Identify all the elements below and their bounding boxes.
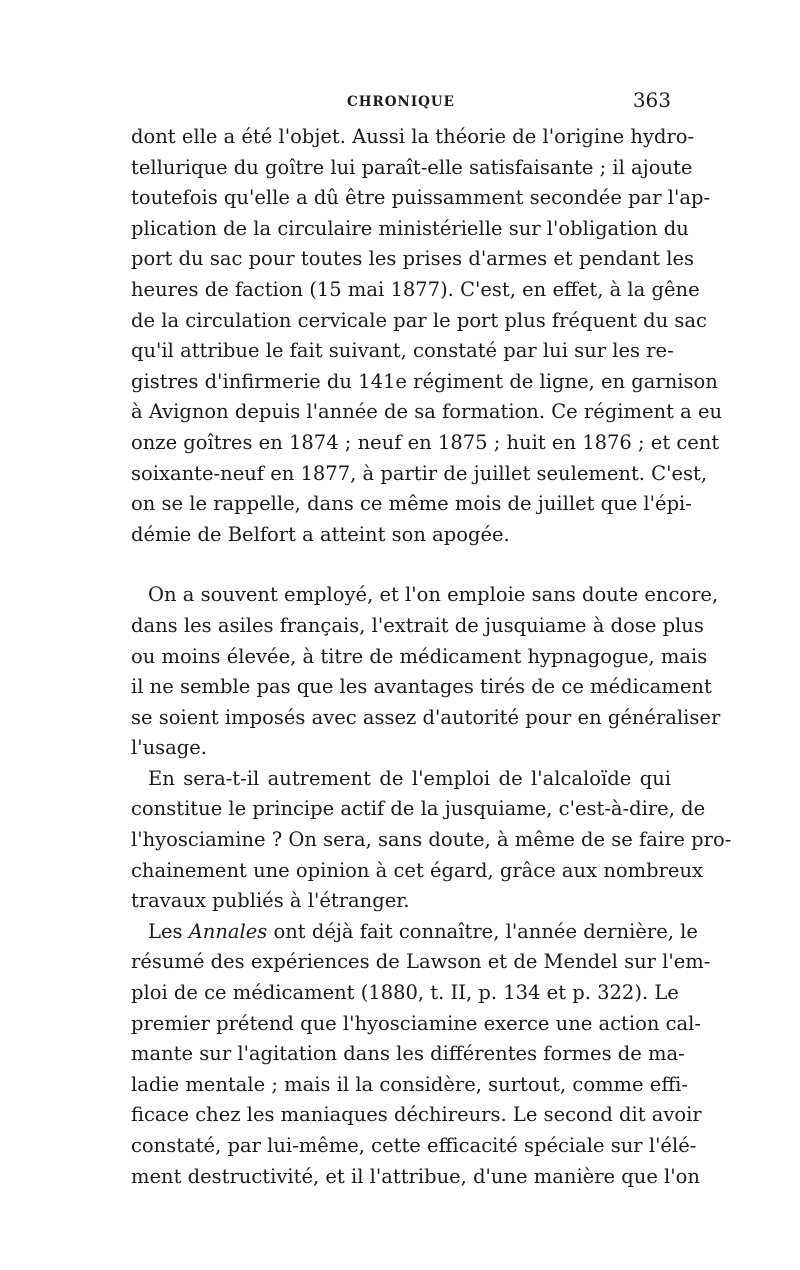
text-line: l'usage. [131, 736, 208, 760]
text-line: à Avignon depuis l'année de sa formation. Ce régiment a eu [131, 400, 723, 424]
text-line: ploi de ce médicament (1880, t. II, p. 134 et p. 322). Le [131, 981, 679, 1005]
text-line: port du sac pour toutes les prises d'armes et pendant les [131, 247, 695, 271]
running-title: CHRONIQUE [347, 94, 455, 110]
text-line [131, 917, 698, 948]
section-gap [131, 550, 671, 580]
text-line: démie de Belfort a atteint son apogée. [131, 522, 510, 546]
text-line: toutefois qu'elle a dû être puissamment secondée par l'ap- [131, 186, 711, 210]
text-line: il ne semble pas que les avantages tirés de ce médicament [131, 675, 712, 699]
text-line: soixante-neuf en 1877, à partir de juillet seulement. C'est, [131, 461, 708, 485]
paragraph-jusquiame [131, 580, 721, 764]
running-head [131, 88, 671, 118]
text-line: constaté, par lui-même, cette efficacité spéciale sur l'élé- [131, 1134, 697, 1157]
text-line: En sera-t-il autrement de l'emploi de l'alcaloïde qui [148, 766, 671, 790]
text-line: on se le rappelle, dans ce même mois de juillet que l'épi- [131, 492, 692, 516]
text-line: constitue le principe actif de la jusquiame, c'est-à-dire, de [131, 797, 706, 821]
text-line: onze goîtres en 1874 ; neuf en 1875 ; huit en 1876 ; et cent [131, 430, 720, 454]
text-line: gistres d'infirmerie du 141e régiment de ligne, en garnison [131, 369, 718, 393]
text-line: dans les asiles français, l'extrait de jusquiame à dose plus [131, 613, 704, 637]
text-line: ment destructivité, et il l'attribue, d'une manière que l'on [131, 1164, 700, 1188]
text-line: premier prétend que l'hyosciamine exerce une action cal- [131, 1011, 702, 1035]
text-line: chainement une opinion à cet égard, grâce aux nombreux [131, 858, 704, 882]
line-prefix: Les [148, 919, 189, 943]
body-text [131, 122, 732, 1192]
text-line: ladie mentale ; mais il la considère, surtout, comme effi- [131, 1072, 689, 1096]
text-line: travaux publiés à l'étranger. [131, 889, 410, 913]
text-line: de la circulation cervicale par le port plus fréquent du sac [131, 308, 707, 332]
line-rest: ont déjà fait connaître, l'année dernière, le [267, 919, 698, 943]
text-line: dont elle a été l'objet. Aussi la théorie de l'origine hydro- [131, 125, 695, 148]
paragraph-continuation [131, 122, 723, 550]
paragraph-hyosciamine [131, 764, 732, 917]
text-line: heures de faction (15 mai 1877). C'est, en effet, à la gêne [131, 277, 700, 301]
paragraph-annales [131, 917, 711, 1192]
text-line: plication de la circulaire ministérielle sur l'obligation du [131, 216, 689, 240]
journal-title: Annales [188, 919, 268, 943]
text-line: ficace chez les maniaques déchireurs. Le second dit avoir [131, 1103, 702, 1127]
text-line: tellurique du goître lui paraît-elle satisfaisante ; il ajoute [131, 155, 693, 179]
text-line: qu'il attribue le fait suivant, constaté par lui sur les re- [131, 339, 674, 363]
text-line: On a souvent employé, et l'on emploie sans doute encore, [148, 583, 719, 607]
text-line: ou moins élevée, à titre de médicament hypnagogue, mais [131, 644, 708, 668]
text-line: mante sur l'agitation dans les différentes formes de ma- [131, 1042, 685, 1066]
text-line: résumé des expériences de Lawson et de Mendel sur l'em- [131, 950, 711, 974]
text-line: se soient imposés avec assez d'autorité pour en généraliser [131, 705, 721, 729]
page-number: 363 [632, 88, 671, 112]
text-line: l'hyosciamine ? On sera, sans doute, à même de se faire pro- [131, 828, 732, 852]
